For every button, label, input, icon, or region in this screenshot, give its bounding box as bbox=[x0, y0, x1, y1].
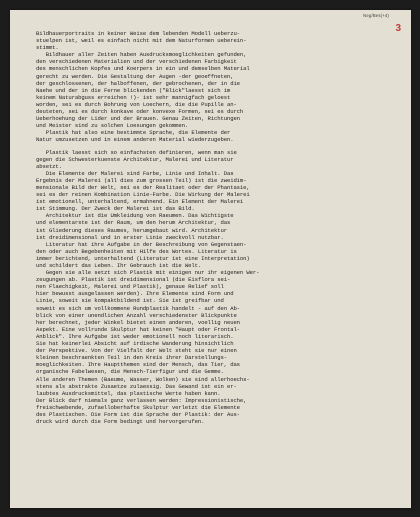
text-line: soweit es sich um vollkommene Rundplastik handelt - auf den Ab- bbox=[36, 304, 240, 312]
text-line: der Perspektive. Von der Vielfalt der Welt steht sie nur einen bbox=[36, 347, 237, 355]
text-line: Bildhauer aller Zeiten haben Ausdrucksmoeglichkeiten gefunden, bbox=[36, 51, 247, 59]
text-line: Ergebnis der Malerei (all dies zum grossen Teil) ist die zweidim- bbox=[36, 176, 247, 184]
text-line: Plastik hat also eine bestimmte Sprache, die Elemente der bbox=[36, 129, 231, 137]
text-line: mensionale Bild der Welt, sei es der Realitaet oder der Phantasie, bbox=[36, 183, 250, 191]
text-line: ist Gliederung dieses Raumes, herumgebaut wird. Architektur bbox=[36, 226, 227, 234]
text-line: der geschlossenen, der halboffenen, der gebrochenen, der in die bbox=[36, 79, 240, 87]
text-line: Gegen sie alle setzt sich Plastik mit einigen nur ihr eigenen Wer- bbox=[36, 269, 260, 277]
typewritten-body bbox=[36, 30, 402, 425]
text-line: blick von einer unendlichen Anzahl verschiedenster Blickpunkte bbox=[36, 311, 237, 319]
text-line: laubtes Ausdrucksmittel, das plastische Werte haben kann. bbox=[36, 389, 221, 397]
text-line: nen Flaechigkeit, Malerei und Plastik), genaue Relief soll bbox=[36, 283, 224, 291]
text-line: Alle anderen Themen (Baeume, Wasser, Wolken) sie sind allerhoechs- bbox=[36, 375, 250, 383]
text-line: stens als abstrakte Zusaetze zulaessig. Das Gewand ist ein er- bbox=[36, 382, 237, 390]
text-line: moeglichkeiten. Ihre Hauptthemen sind der Mensch, das Tier, das bbox=[36, 361, 240, 369]
text-line: und elementarste ist der Raum, um den herum Architektur, das bbox=[36, 219, 231, 227]
text-line: den oder auch Begebenheiten mit Hilfe des Wortes. Literatur is bbox=[36, 247, 237, 255]
text-line: Architektur ist die Umkleidung von Raeumen. Das Wichtigste bbox=[36, 212, 234, 220]
text-line: hier bewusst ausgelassen werden). Ihre Elemente sind Form und bbox=[36, 290, 234, 298]
text-line: des menschlichen Kopfes und Koerpers in ein und demselben Material bbox=[36, 65, 250, 73]
text-line: freischwebende, zufaelloberhafte Skulptur verletzt die Elemente bbox=[36, 403, 240, 411]
text-line: und Meister sind zu solchen Loesungen gekommen. bbox=[36, 122, 189, 130]
text-line: Anblick". Ihre Aufgabe ist weder emotionell noch literarisch. bbox=[36, 332, 234, 340]
text-line: stimmt. bbox=[36, 44, 59, 52]
text-line: ist Stimmung. Der Zweck der Malerei ist das Bild. bbox=[36, 205, 195, 213]
text-line: Ueberhoehung der Lider und der Brauen. Genau Zeiten, Richtungen bbox=[36, 115, 240, 123]
text-line: und schildert das Leben. Ihr Gebrauch ist die Welt. bbox=[36, 262, 202, 269]
text-line: deuteten, sei es durch konkave oder konvexe Formen, sei es durch bbox=[36, 108, 244, 116]
text-line: Die Elemente der Malerei sind Farbe, Linie und Inhalt. Das bbox=[36, 169, 234, 177]
text-line: Sie hat keinerlei Absicht auf irdische Wanderung hinsichtlich bbox=[36, 340, 234, 348]
text-line: gegen die Schwesterkuenste Architektur, Malerei und Literatur bbox=[36, 155, 234, 163]
text-line: Plastik laesst sich so einfachsten definieren, wenn man sie bbox=[36, 148, 237, 156]
text-line: Der Blick darf niemals ganz verlassen werden: Impressionistische, bbox=[36, 396, 247, 404]
text-line: stuelpen ist, weil es einfach nicht mit dem Naturformen ueberein- bbox=[36, 37, 247, 45]
text-line: ist dreidimensional und in erster Linie zweckvoll nutzbar. bbox=[36, 233, 224, 241]
text-line: Linie, soweit sie kompaktbildend ist. Sie ist greifbar und bbox=[36, 297, 224, 305]
text-line: immer berichtend, unterhaltend (Literatur ist eine Interpretation) bbox=[36, 254, 250, 262]
archive-number: Neg/Bes(+4) bbox=[363, 13, 389, 18]
text-line: Bildhauerportraits in keiner Weise dem lebenden Modell ueberzu- bbox=[36, 30, 240, 37]
text-line: kleinen beschraenkten Teil in den Kreis ihrer Darstellungs- bbox=[36, 354, 227, 362]
text-line: worden, sei es durch Bohrung von Loechern, die die Pupille an- bbox=[36, 100, 237, 108]
text-line: zeugungen ab. Plastik ist dreidimensional (die Eisflora sei- bbox=[36, 276, 231, 284]
text-line: gerecht zu werden. Die Gestaltung der Augen -der geoeffneten, bbox=[36, 72, 234, 80]
page-number: 3 bbox=[395, 23, 401, 34]
text-line: her berechnet, jeder Winkel bietet einen anderen, voellig neuen bbox=[36, 318, 240, 326]
text-line: den verschiedenen Materialien und der verschiedenen Farbigkeit bbox=[36, 58, 237, 66]
text-line: des Plastischen. Die Form ist die Sprache der Plastik: der Aus- bbox=[36, 410, 240, 418]
text-line: Aspekt. Eine vollrunde Skulptur hat keinen "Haupt oder Frontal- bbox=[36, 325, 240, 333]
text-line: keinem Naturabguss erreichen !)- ist sehr mannigfach geloest bbox=[36, 93, 231, 101]
text-line: ist emotionell, unterhaltend, ermahnend. Ein Element der Malerei bbox=[36, 198, 244, 206]
text-line: absetzt. bbox=[36, 162, 62, 170]
text-line: organische Fabelwesen, die Mensch-Tierfigur und die Gemme. bbox=[36, 368, 224, 376]
text-line: druck wird durch die Form bedingt und hervorgerufen. bbox=[36, 418, 205, 426]
text-line: Literatur hat ihre Aufgabe in der Beschreibung von Gegenstaen- bbox=[36, 240, 247, 248]
document-page bbox=[10, 10, 411, 508]
text-line: Natur umzusetzen und in einem anderen Material wiederzugeben. bbox=[36, 136, 234, 144]
text-line: sei es der reinen Kombination Linie-Farbe. Die Wirkung der Malerei bbox=[36, 191, 250, 199]
text-line: Naehe und der in die Ferne blickenden ("Blick"laesst sich im bbox=[36, 86, 231, 94]
